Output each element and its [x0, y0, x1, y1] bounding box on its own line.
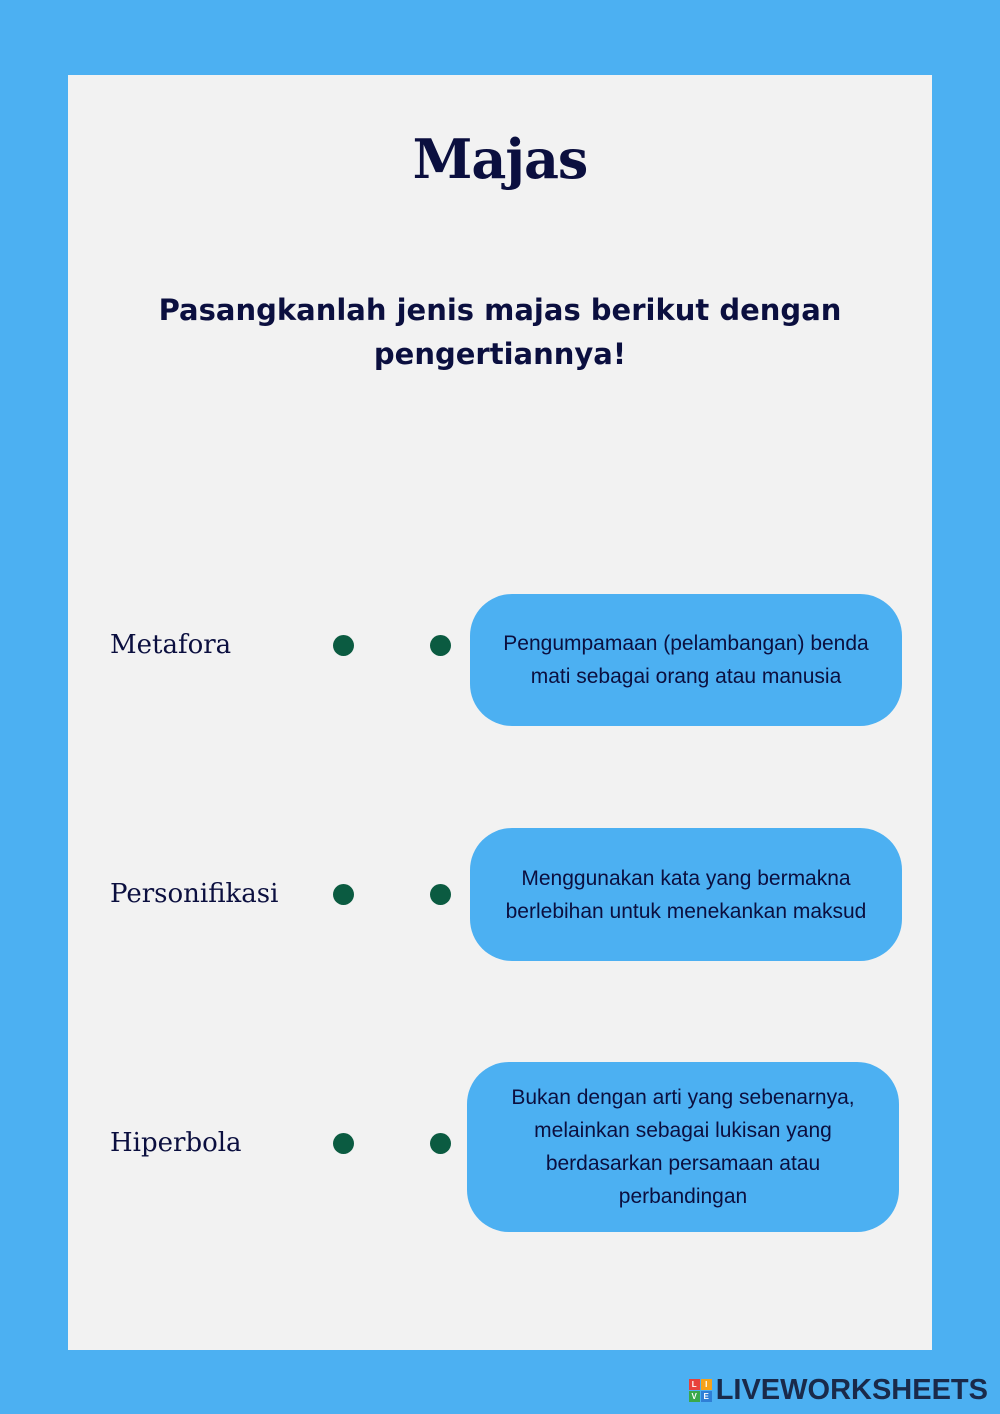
definition-connector-dot-2[interactable]: [430, 884, 451, 905]
definition-text-1: Pengumpamaan (pelambangan) benda mati sebagai orang atau manusia: [503, 632, 869, 688]
definition-text-3: Bukan dengan arti yang sebenarnya, melainkan sebagai lukisan yang berdasarkan persamaan atau perbandingan: [511, 1086, 855, 1208]
term-personifikasi: Personifikasi: [110, 879, 279, 909]
worksheet-title: Majas: [412, 127, 588, 191]
definition-connector-dot-3[interactable]: [430, 1133, 451, 1154]
term-metafora: Metafora: [110, 630, 232, 660]
definition-connector-dot-1[interactable]: [430, 635, 451, 656]
term-hiperbola: Hiperbola: [110, 1128, 242, 1158]
term-connector-dot-1[interactable]: [333, 635, 354, 656]
worksheet-instruction: Pasangkanlah jenis majas berikut dengan pengertiannya!: [158, 293, 842, 371]
definition-card-1: [470, 594, 902, 726]
liveworksheets-logo: [689, 1372, 988, 1408]
definition-card-3: [467, 1062, 899, 1232]
term-connector-dot-2[interactable]: [333, 884, 354, 905]
liveworksheets-badge-icon: L I V E: [689, 1379, 712, 1402]
liveworksheets-wordmark: LIVEWORKSHEETS: [715, 1373, 988, 1406]
term-connector-dot-3[interactable]: [333, 1133, 354, 1154]
definition-card-2: [470, 828, 902, 961]
definition-text-2: Menggunakan kata yang bermakna berlebihan untuk menekankan maksud: [505, 866, 867, 923]
